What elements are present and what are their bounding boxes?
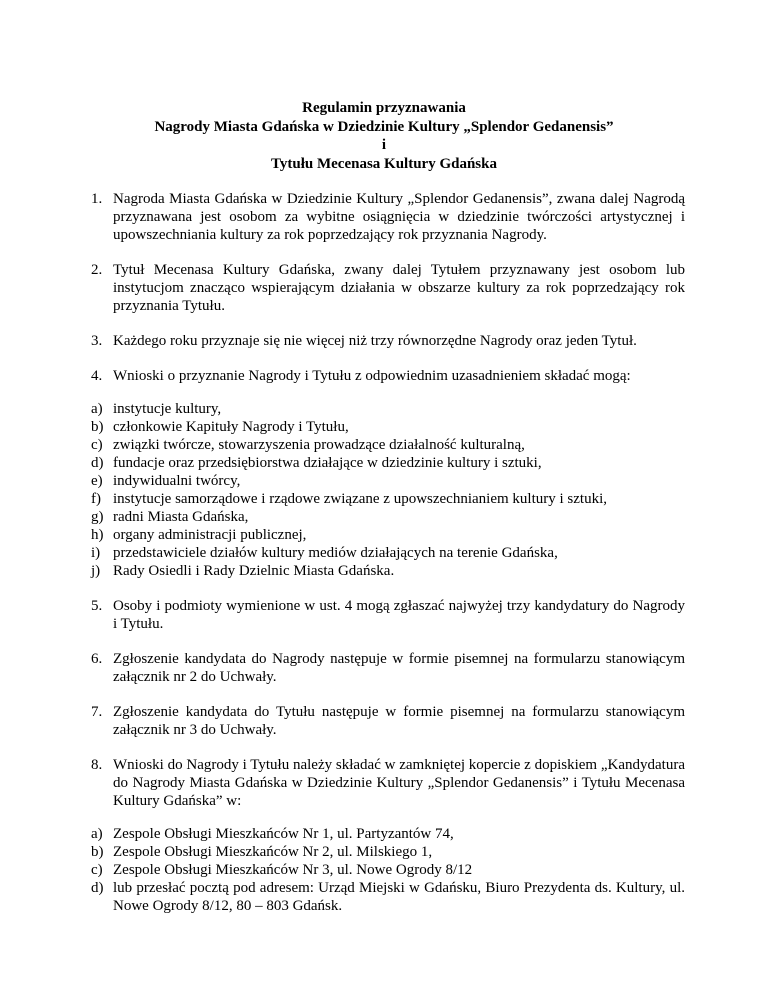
list-text: organy administracji publicznej, <box>113 527 307 543</box>
section-2 <box>83 261 685 315</box>
list-letter: a) <box>91 401 103 417</box>
list-letter: h) <box>91 527 104 543</box>
list-text: Zespole Obsługi Mieszkańców Nr 3, ul. Nowe Ogrody 8/12 <box>113 862 473 878</box>
list-text: instytucje samorządowe i rządowe związane z upowszechnianiem kultury i sztuki, <box>113 491 607 507</box>
list-letter: b) <box>91 844 104 860</box>
section-4-list <box>83 400 685 580</box>
section-number: 1. <box>91 191 103 207</box>
section-number: 7. <box>91 704 103 720</box>
list-text: radni Miasta Gdańska, <box>113 509 249 525</box>
section-8 <box>83 756 685 810</box>
list-text: indywidualni twórcy, <box>113 473 241 489</box>
regulation-body <box>83 190 685 932</box>
list-letter: i) <box>91 545 101 561</box>
list-letter: b) <box>91 419 104 435</box>
list-letter: c) <box>91 862 103 878</box>
section-text: Osoby i podmioty wymienione w ust. 4 mogą zgłaszać najwyżej trzy kandydatury do Nagrody i Tytułu. <box>113 598 685 632</box>
section-number: 6. <box>91 651 103 667</box>
list-item <box>83 508 685 526</box>
title-line-3: i <box>381 137 387 153</box>
section-number: 4. <box>91 368 103 384</box>
section-text: Wnioski do Nagrody i Tytułu należy składać w zamkniętej kopercie z dopiskiem „Kandydatura do Nagrody Miasta Gdańska w Dziedzinie Kultury „Splendor Gedanensis” i Tytułu Mecenasa Kultury Gdańska” w: <box>113 757 685 809</box>
list-text: członkowie Kapituły Nagrody i Tytułu, <box>113 419 349 435</box>
section-8-list <box>83 825 685 915</box>
title-line-4: Tytułu Mecenasa Kultury Gdańska <box>270 155 497 172</box>
section-number: 5. <box>91 598 103 614</box>
list-text: instytucje kultury, <box>113 401 222 417</box>
list-item <box>83 861 685 879</box>
list-letter: f) <box>91 491 101 507</box>
list-letter: c) <box>91 437 103 453</box>
list-item <box>83 490 685 508</box>
list-item <box>83 418 685 436</box>
section-number: 2. <box>91 262 103 278</box>
section-text: Wnioski o przyznanie Nagrody i Tytułu z odpowiednim uzasadnieniem składać mogą: <box>113 368 631 384</box>
section-3 <box>83 332 685 350</box>
list-letter: a) <box>91 826 103 842</box>
section-text: Tytuł Mecenasa Kultury Gdańska, zwany dalej Tytułem przyznawany jest osobom lub instytucjom znacząco wspierającym działania w obszarze kultury za rok poprzedzający rok przyznania Tytułu. <box>113 262 685 314</box>
section-number: 8. <box>91 757 103 773</box>
list-item <box>83 544 685 562</box>
list-text: przedstawiciele działów kultury mediów działających na terenie Gdańska, <box>113 545 558 561</box>
list-text: związki twórcze, stowarzyszenia prowadzące działalność kulturalną, <box>113 437 525 453</box>
list-text: Zespole Obsługi Mieszkańców Nr 2, ul. Milskiego 1, <box>113 844 433 860</box>
list-item <box>83 879 685 915</box>
list-item <box>83 843 685 861</box>
list-item <box>83 825 685 843</box>
list-item <box>83 400 685 418</box>
list-letter: j) <box>91 563 101 579</box>
document-title <box>0 99 768 173</box>
list-letter: d) <box>91 455 104 471</box>
list-letter: e) <box>91 473 103 489</box>
title-line-1: Regulamin przyznawania <box>302 100 466 116</box>
list-letter: g) <box>91 509 104 525</box>
section-5 <box>83 597 685 633</box>
list-text: Zespole Obsługi Mieszkańców Nr 1, ul. Partyzantów 74, <box>113 826 454 842</box>
list-item <box>83 472 685 490</box>
title-line-2: Nagrody Miasta Gdańska w Dziedzinie Kultury „Splendor Gedanensis” <box>154 118 614 135</box>
list-item <box>83 436 685 454</box>
list-text: lub przesłać pocztą pod adresem: Urząd Miejski w Gdańsku, Biuro Prezydenta ds. Kultury, ul. Nowe Ogrody 8/12, 80 – 803 Gdańsk. <box>113 880 685 914</box>
section-number: 3. <box>91 333 103 349</box>
section-7 <box>83 703 685 739</box>
section-text: Nagroda Miasta Gdańska w Dziedzinie Kultury „Splendor Gedanensis”, zwana dalej Nagrodą przyznawana jest osobom za wybitne osiągnięcia w dziedzinie twórczości artystycznej i upowszechniania kultury za rok poprzedzający rok przyznania Nagrody. <box>113 191 685 243</box>
list-text: Rady Osiedli i Rady Dzielnic Miasta Gdańska. <box>113 563 395 579</box>
section-text: Zgłoszenie kandydata do Tytułu następuje w formie pisemnej na formularzu stanowiącym załącznik nr 3 do Uchwały. <box>113 704 685 738</box>
list-item <box>83 562 685 580</box>
section-1 <box>83 190 685 244</box>
list-item <box>83 526 685 544</box>
section-text: Każdego roku przyznaje się nie więcej niż trzy równorzędne Nagrody oraz jeden Tytuł. <box>113 333 637 349</box>
list-text: fundacje oraz przedsiębiorstwa działające w dziedzinie kultury i sztuki, <box>113 455 542 471</box>
section-6 <box>83 650 685 686</box>
list-letter: d) <box>91 880 104 896</box>
list-item <box>83 454 685 472</box>
section-text: Zgłoszenie kandydata do Nagrody następuje w formie pisemnej na formularzu stanowiącym załącznik nr 2 do Uchwały. <box>113 651 685 685</box>
section-4 <box>83 367 685 385</box>
